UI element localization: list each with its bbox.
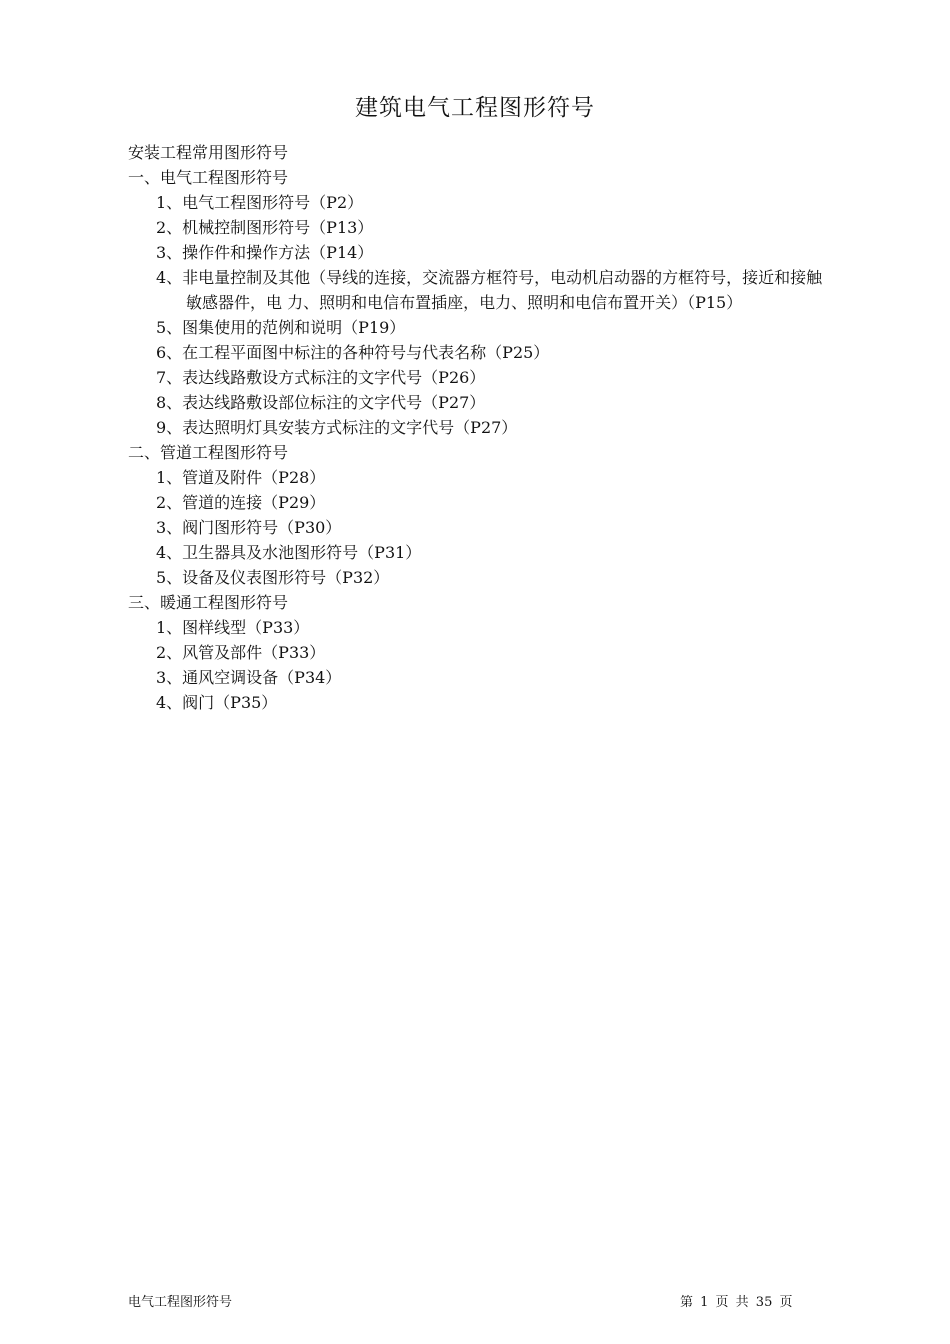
toc-item: 3、操作件和操作方法（P14） [156, 243, 374, 262]
table-of-contents [128, 140, 828, 715]
toc-item: 8、表达线路敷设部位标注的文字代号（P27） [156, 393, 486, 412]
footer-document-name: 电气工程图形符号 [128, 1295, 233, 1310]
document-title: 建筑电气工程图形符号 [355, 95, 595, 121]
toc-item: 2、机械控制图形符号（P13） [156, 218, 374, 237]
toc-item: 3、通风空调设备（P34） [156, 668, 342, 687]
toc-item: 5、设备及仪表图形符号（P32） [156, 568, 390, 587]
toc-item: 5、图集使用的范例和说明（P19） [156, 318, 406, 337]
toc-item: 2、管道的连接（P29） [156, 493, 326, 512]
toc-item: 7、表达线路敷设方式标注的文字代号（P26） [156, 368, 486, 387]
footer-page-number: 第 1 页 共 35 页 [680, 1295, 793, 1310]
toc-item: 1、电气工程图形符号（P2） [156, 193, 364, 212]
toc-section-heading: 一、电气工程图形符号 [128, 168, 289, 187]
toc-item: 1、图样线型（P33） [156, 618, 310, 637]
toc-item: 4、阀门（P35） [156, 693, 278, 712]
toc-item: 2、风管及部件（P33） [156, 643, 326, 662]
toc-item: 6、在工程平面图中标注的各种符号与代表名称（P25） [156, 343, 550, 362]
toc-section-heading: 二、管道工程图形符号 [128, 443, 289, 462]
toc-item: 3、阀门图形符号（P30） [156, 518, 342, 537]
toc-item: 4、卫生器具及水池图形符号（P31） [156, 543, 422, 562]
toc-item: 9、表达照明灯具安装方式标注的文字代号（P27） [156, 418, 518, 437]
toc-section-heading: 三、暖通工程图形符号 [128, 593, 289, 612]
toc-intro: 安装工程常用图形符号 [128, 143, 289, 162]
toc-item: 1、管道及附件（P28） [156, 468, 326, 487]
toc-item: 4、非电量控制及其他（导线的连接，交流器方框符号，电动机启动器的方框符号，接近和接触敏感器件，电 力、照明和电信布置插座，电力、照明和电信布置开关）（P15） [156, 268, 823, 312]
